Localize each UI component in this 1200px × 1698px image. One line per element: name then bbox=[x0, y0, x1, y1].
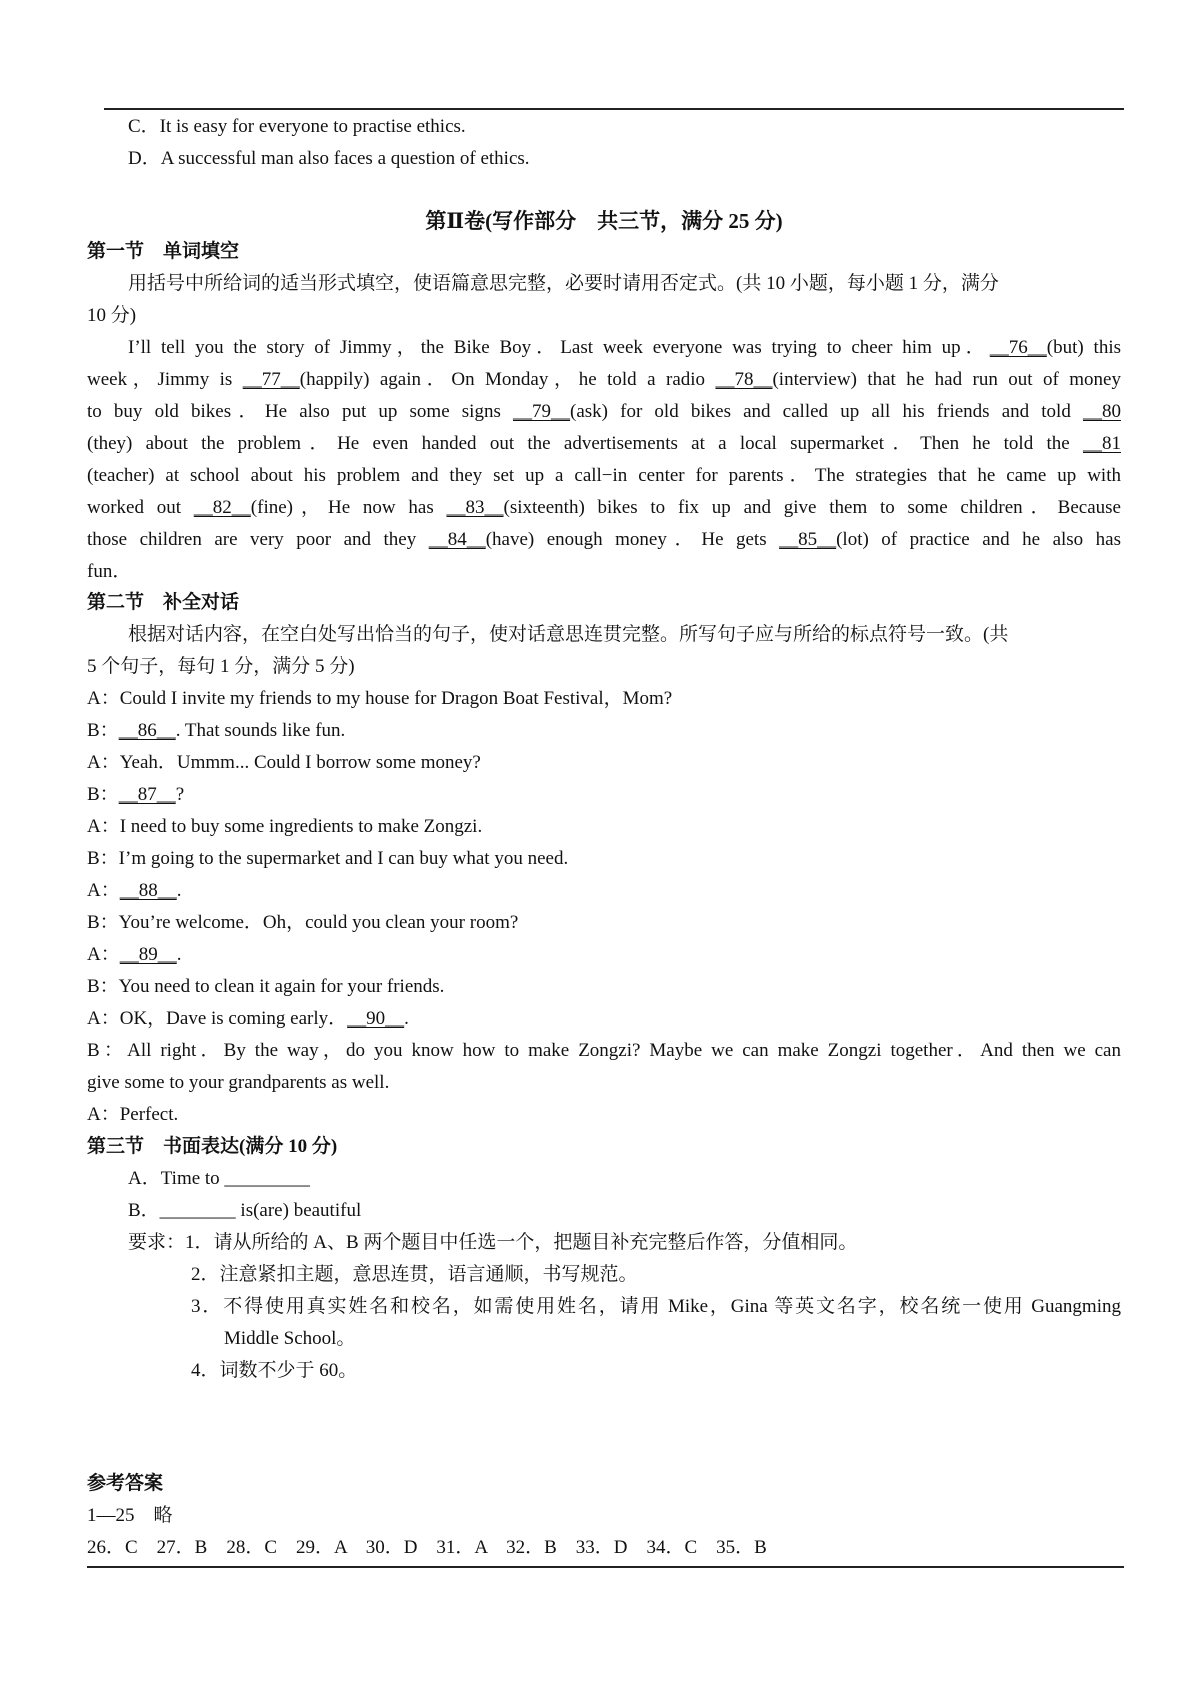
blank-83: __83__ bbox=[446, 497, 504, 518]
topic-a: A．Time to _________ bbox=[128, 1168, 310, 1189]
dialog-line: A：Could I invite my friends to my house for Dragon Boat Festival，Mom? bbox=[87, 688, 673, 709]
section1-instructions: 用括号中所给词的适当形式填空，使语篇意思完整，必要时请用否定式。(共 10 小题，每小题 1 分，满分 bbox=[128, 273, 999, 294]
requirement-3: 3．不得使用真实姓名和校名，如需使用姓名，请用 Mike，Gina 等英文名字，校名统一使用 Guangming bbox=[191, 1296, 1121, 1317]
blank-86: __86__ bbox=[118, 720, 176, 741]
section1-instructions-cont: 10 分) bbox=[87, 305, 137, 326]
passage-line-3: to buy old bikes．He also put up some signs __79__(ask) for old bikes and called up all his friends and told __80 bbox=[87, 401, 1121, 422]
blank-85: __85__ bbox=[779, 529, 837, 550]
requirement-4: 4．词数不少于 60。 bbox=[191, 1360, 358, 1381]
dialog-line: give some to your grandparents as well. bbox=[87, 1072, 390, 1093]
dialog-line: A：__88__. bbox=[87, 880, 182, 901]
dialog-line: B：All right．By the way，do you know how to make Zongzi? Maybe we can make Zongzi together．And then we can bbox=[87, 1040, 1121, 1061]
blank-79: __79__ bbox=[513, 401, 570, 422]
dialog-line: B：__87__? bbox=[87, 784, 185, 805]
dialog-line: B：__86__. That sounds like fun. bbox=[87, 720, 346, 741]
section2-instructions: 根据对话内容，在空白处写出恰当的句子，使对话意思连贯完整。所写句子应与所给的标点符号一致。(共 bbox=[128, 624, 1009, 645]
answers-line-2: 26．C 27．B 28．C 29．A 30．D 31．A 32．B 33．D 34．C 35．B bbox=[87, 1537, 767, 1558]
dialog-line: A：Perfect. bbox=[87, 1104, 179, 1125]
passage-line-6: worked out __82__(fine)，He now has __83__(sixteenth) bikes to fix up and give them to some children．Because bbox=[87, 497, 1121, 518]
part2-title: 第Ⅱ卷(写作部分 共三节，满分 25 分) bbox=[425, 209, 783, 233]
answers-title: 参考答案 bbox=[87, 1473, 164, 1494]
answers-line-1: 1—25 略 bbox=[87, 1505, 173, 1526]
dialog-line: B：I’m going to the supermarket and I can buy what you need. bbox=[87, 848, 569, 869]
blank-78: __78__ bbox=[715, 369, 773, 390]
dialog-line: B：You’re welcome．Oh，could you clean your room? bbox=[87, 912, 519, 933]
blank-90: __90__ bbox=[347, 1008, 405, 1029]
section2-title: 第二节 补全对话 bbox=[87, 592, 240, 613]
top-rule bbox=[104, 108, 1124, 110]
blank-76: __76__ bbox=[989, 337, 1047, 358]
dialog-line: A：I need to buy some ingredients to make Zongzi. bbox=[87, 816, 483, 837]
requirement-2: 2．注意紧扣主题，意思连贯，语言通顺，书写规范。 bbox=[191, 1264, 638, 1285]
requirement-1: 要求：1．请从所给的 A、B 两个题目中任选一个，把题目补充完整后作答，分值相同。 bbox=[128, 1232, 858, 1253]
requirement-3-cont: Middle School。 bbox=[224, 1328, 356, 1349]
passage-line-4: (they) about the problem．He even handed out the advertisements at a local supermarket．Then he told the __81 bbox=[87, 433, 1121, 454]
section2-instructions-cont: 5 个句子，每句 1 分，满分 5 分) bbox=[87, 656, 355, 677]
section1-title: 第一节 单词填空 bbox=[87, 241, 240, 262]
dialog-line: B：You need to clean it again for your friends. bbox=[87, 976, 445, 997]
blank-82: __82__ bbox=[193, 497, 251, 518]
topic-b: B．________ is(are) beautiful bbox=[128, 1200, 362, 1221]
blank-81: __81 bbox=[1083, 433, 1121, 454]
section3-title: 第三节 书面表达(满分 10 分) bbox=[87, 1136, 338, 1157]
passage-line-7: those children are very poor and they __84__(have) enough money．He gets __85__(lot) of practice and he also has bbox=[87, 529, 1121, 550]
passage-line-2: week，Jimmy is __77__(happily) again．On Monday，he told a radio __78__(interview) that he had run out of money bbox=[87, 369, 1121, 390]
blank-87: __87__ bbox=[118, 784, 176, 805]
option-c: C．It is easy for everyone to practise ethics. bbox=[128, 116, 466, 137]
passage-line-5: (teacher) at school about his problem and they set up a call−in center for parents．The strategies that he came up with bbox=[87, 465, 1121, 486]
blank-80: __80 bbox=[1083, 401, 1121, 422]
blank-84: __84__ bbox=[428, 529, 486, 550]
option-d: D．A successful man also faces a question of ethics. bbox=[128, 148, 530, 169]
passage-line-8: fun． bbox=[87, 561, 132, 582]
dialog-line: A：OK，Dave is coming early．__90__. bbox=[87, 1008, 409, 1029]
bottom-rule bbox=[87, 1566, 1124, 1568]
blank-88: __88__ bbox=[119, 880, 177, 901]
blank-89: __89__ bbox=[119, 944, 177, 965]
blank-77: __77__ bbox=[242, 369, 300, 390]
dialog-line: A：Yeah．Ummm... Could I borrow some money? bbox=[87, 752, 481, 773]
dialog-line: A：__89__. bbox=[87, 944, 182, 965]
passage-line-1: I’ll tell you the story of Jimmy，the Bike Boy．Last week everyone was trying to cheer him up．__76__(but) this bbox=[128, 337, 1121, 358]
